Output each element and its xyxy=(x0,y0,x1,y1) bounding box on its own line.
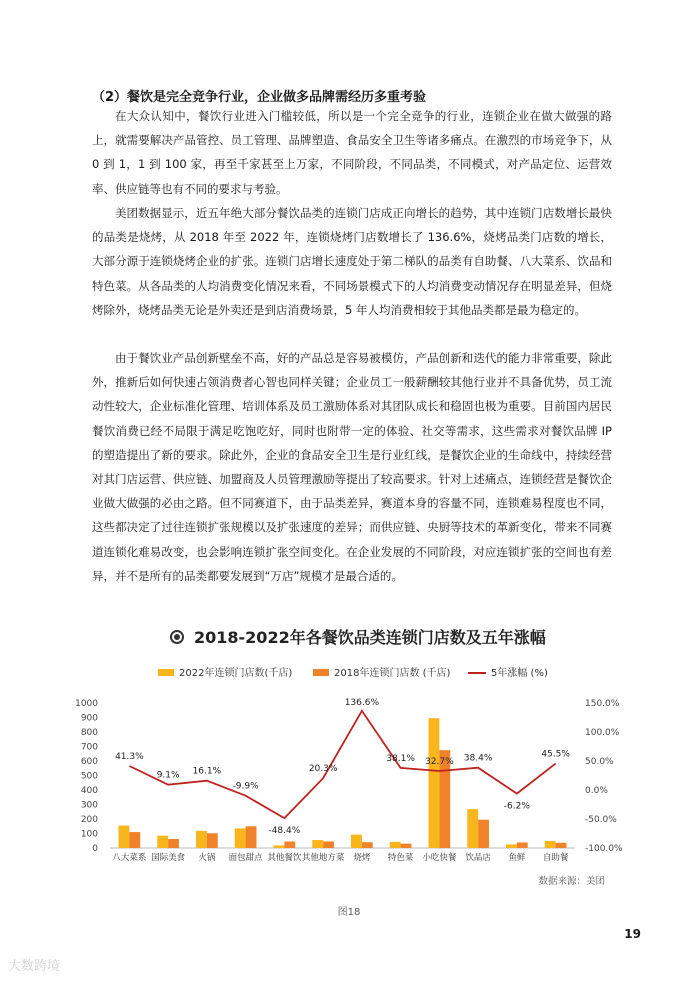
bar-2018 xyxy=(129,832,140,848)
x-tick-label: 小吃快餐 xyxy=(422,853,457,863)
x-tick-label: 其他地方菜 xyxy=(301,853,345,863)
growth-data-label: 38.1% xyxy=(386,753,415,764)
left-tick-label: 500 xyxy=(80,771,98,782)
left-tick-label: 300 xyxy=(80,800,98,811)
bar-2018 xyxy=(517,842,528,848)
growth-data-label: 32.7% xyxy=(425,757,454,768)
legend-label-growth: 5年涨幅 (%) xyxy=(491,668,548,679)
bar-2022 xyxy=(545,841,556,848)
bar-2018 xyxy=(323,841,334,848)
chart-title: 2018-2022年各餐饮品类连锁门店数及五年涨幅 xyxy=(194,628,546,647)
growth-data-label: 9.1% xyxy=(156,770,180,781)
left-tick-label: 900 xyxy=(80,713,98,724)
x-tick-label: 自助餐 xyxy=(542,853,569,863)
x-tick-label: 火锅 xyxy=(198,853,216,863)
right-tick-label: 100.0% xyxy=(585,728,620,738)
bar-2022 xyxy=(351,835,362,848)
growth-data-label: -6.2% xyxy=(503,801,530,812)
bar-2022 xyxy=(390,842,401,848)
bar-2022 xyxy=(506,844,517,848)
bar-2018 xyxy=(168,839,179,848)
right-tick-label: -50.0% xyxy=(585,815,617,825)
watermark: 大数跨境 xyxy=(8,959,61,974)
legend-label-2018: 2018年连锁门店数 (千店) xyxy=(334,668,451,679)
bar-2018 xyxy=(478,820,489,848)
x-tick-label: 面包甜点 xyxy=(228,853,263,863)
left-tick-label: 1000 xyxy=(75,699,98,709)
x-tick-label: 烧烤 xyxy=(353,853,371,863)
left-tick-label: 200 xyxy=(80,815,98,825)
x-tick-label: 饮品店 xyxy=(465,853,491,863)
growth-data-label: 38.4% xyxy=(463,753,493,764)
legend-label-2022: 2022年连锁门店数(千店) xyxy=(179,668,293,679)
growth-data-label: 16.1% xyxy=(192,766,222,777)
x-tick-label: 特色菜 xyxy=(387,853,414,863)
growth-data-label: 41.3% xyxy=(115,752,144,763)
bar-2022 xyxy=(274,845,285,848)
bar-2022 xyxy=(119,826,130,848)
growth-data-label: 136.6% xyxy=(344,697,380,708)
left-tick-label: 100 xyxy=(80,829,98,840)
bar-2018 xyxy=(556,843,567,848)
left-tick-label: 0 xyxy=(92,844,98,854)
x-tick-label: 鱼鲜 xyxy=(508,853,526,863)
bar-2022 xyxy=(235,828,246,848)
x-tick-label: 其他餐饮 xyxy=(267,853,302,863)
left-tick-label: 400 xyxy=(80,786,98,796)
bar-2022 xyxy=(467,809,478,848)
bar-2018 xyxy=(207,833,218,848)
growth-line xyxy=(129,711,555,818)
growth-data-label: -48.4% xyxy=(268,826,301,837)
figure-label: 图18 xyxy=(337,907,361,918)
growth-data-label: -9.9% xyxy=(232,781,259,792)
bar-2018 xyxy=(284,841,295,848)
growth-data-label: 45.5% xyxy=(541,749,570,760)
right-tick-label: -100.0% xyxy=(585,844,623,854)
left-tick-label: 600 xyxy=(80,757,98,767)
legend-swatch-2018 xyxy=(313,669,329,676)
x-tick-label: 国际美食 xyxy=(151,853,186,863)
chart-source: 数据来源：美团 xyxy=(538,876,605,887)
right-tick-label: 50.0% xyxy=(585,757,614,767)
bar-2022 xyxy=(312,840,323,848)
right-tick-label: 0.0% xyxy=(585,786,608,796)
paragraph-2: 美团数据显示，近五年绝大部分餐饮品类的连锁门店成正向增长的趋势，其中连锁门店数增长最快的品类是烧烤，从 2018 年至 2022 年，连锁烧烤门店数增长了 136.6%，烧烤品类门店数的增长，大部分源于连锁烧烤企业的扩张。连锁门店增长速度处于第二梯队的品类有自助餐、八大菜系、饮品和特色菜。从各品类的人均消费变化情况来看，不同场景模式下的人均消费变动情况存在明显差异，但烧烤除外，烧烤品类无论是外卖还是到店消费场景，5 年人均消费相较于其他品类都是最为稳定的。 xyxy=(92,206,612,317)
right-tick-label: 150.0% xyxy=(585,699,620,709)
bar-2022 xyxy=(429,718,440,848)
page-number: 19 xyxy=(624,927,641,941)
x-tick-label: 八大菜系 xyxy=(112,853,147,863)
bar-2022 xyxy=(157,836,168,848)
bar-2018 xyxy=(246,826,257,848)
growth-data-label: 20.3% xyxy=(308,764,338,775)
paragraph-1: 在大众认知中，餐饮行业进入门槛较低，所以是一个完全竞争的行业，连锁企业在做大做强的路上，就需要解决产品管控、员工管理、品牌塑造、食品安全卫生等诸多痛点。在激烈的市场竞争下，从 0 到 1，1 到 100 家，再至千家甚至上万家，不同阶段，不同品类，不同模式，对产品定位、运营效率、供应链等也有不同的要求与考验。 xyxy=(92,109,612,196)
bar-2022 xyxy=(196,831,207,848)
section-heading: （2）餐饮是完全竞争行业，企业做多品牌需经历多重考验 xyxy=(92,90,427,105)
paragraph-3: 由于餐饮业产品创新壁垒不高，好的产品总是容易被模仿，产品创新和迭代的能力非常重要，除此外，推新后如何快速占领消费者心智也同样关键；企业员工一般薪酬较其他行业并不具备优势，员工流动性较大，企业标准化管理、培训体系及员工激励体系对其团队成长和稳固也极为重要。目前国内居民餐饮消费已经不局限于满足吃饱吃好，同时也附带一定的体验、社交等需求，这些需求对餐饮品牌 IP 的塑造提出了新的要求。除此外，企业的食品安全卫生是行业红线，是餐饮企业的生命线中，持续经营对其门店运营、供应链、加盟商及人员管理激励等提出了较高要求。针对上述痛点，连锁经营是餐饮企业做大做强的必由之路。但不同赛道下，由于品类差异，赛道本身的容量不同，连锁难易程度也不同，这些都决定了过往连锁扩张规模以及扩张速度的差异；而供应链、央厨等技术的革新变化，带来不同赛道连锁化难易改变，也会影响连锁扩张空间变化。在企业发展的不同阶段，对应连锁扩张的空间也有差异，并不是所有的品类都要发展到“万店”规模才是最合适的。 xyxy=(92,351,612,583)
legend-swatch-2022 xyxy=(158,669,174,676)
bar-2018 xyxy=(401,844,412,848)
bar-2018 xyxy=(362,842,373,848)
left-tick-label: 700 xyxy=(80,742,98,753)
left-tick-label: 800 xyxy=(80,728,98,738)
